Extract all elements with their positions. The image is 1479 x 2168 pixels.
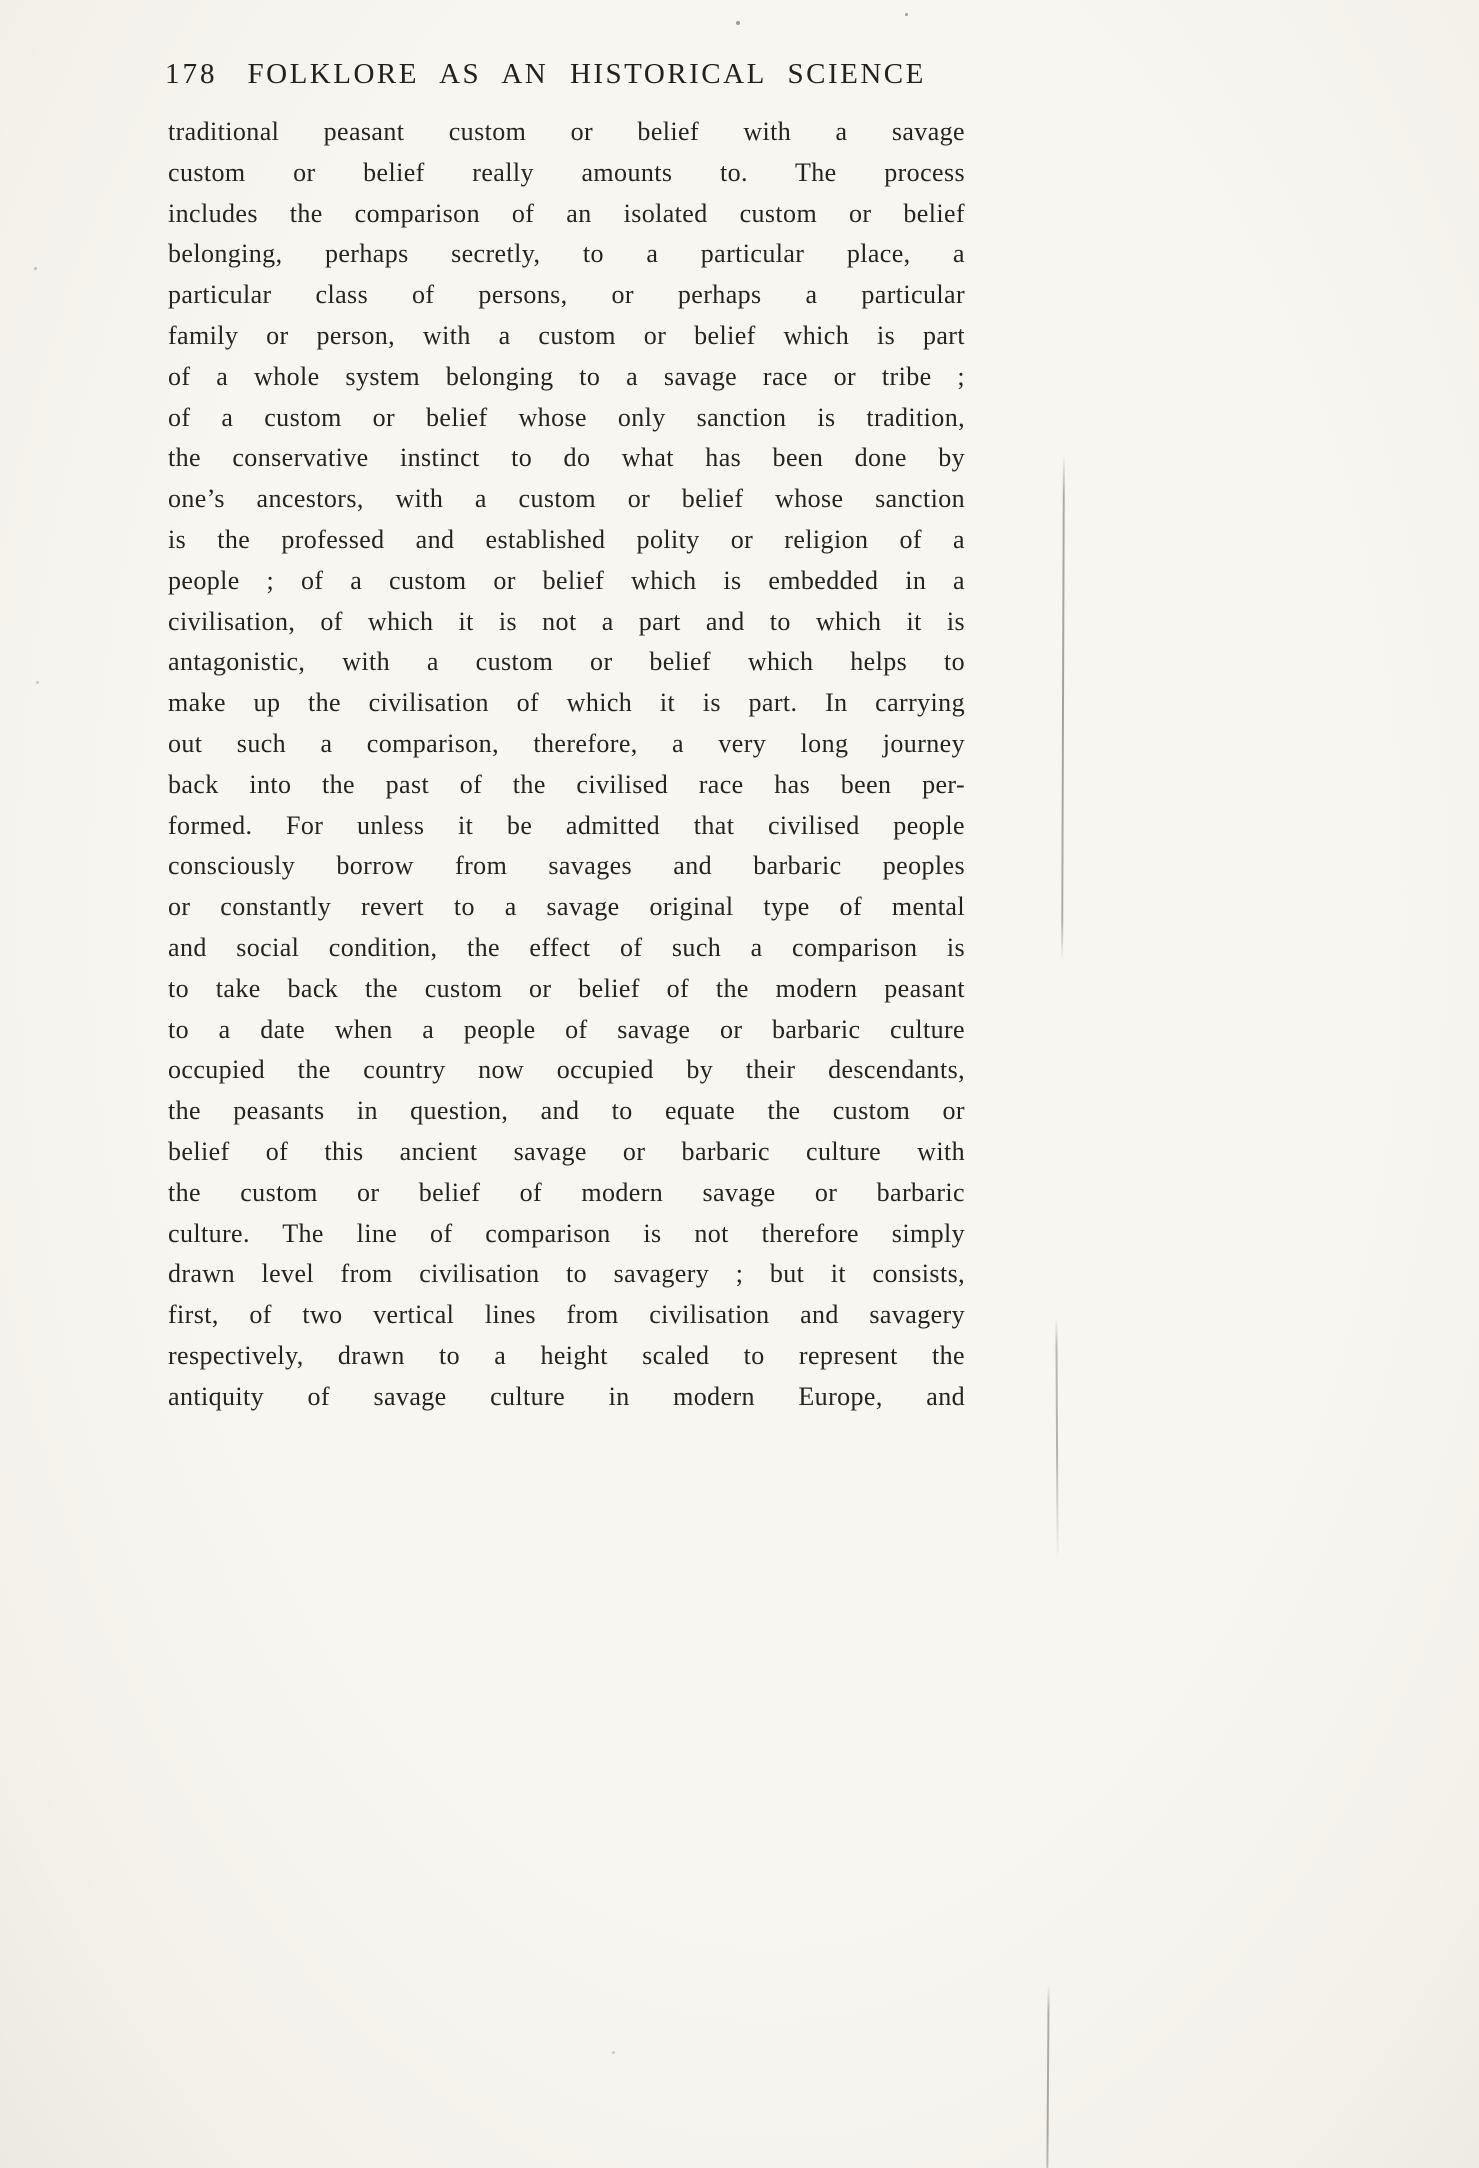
text-line: antiquity of savage culture in modern Europe, and xyxy=(168,1381,965,1411)
scan-artifact-line xyxy=(1061,455,1065,960)
text-line: occupied the country now occupied by their descendants, xyxy=(168,1055,965,1085)
text-line: civilisation, of which it is not a part and to which it is xyxy=(168,606,965,636)
text-line: people ; of a custom or belief which is embedded in a xyxy=(168,565,965,595)
text-line: antagonistic, with a custom or belief which helps to xyxy=(168,647,965,677)
text-line: formed. For unless it be admitted that civilised people xyxy=(168,810,965,840)
text-line: custom or belief really amounts to. The process xyxy=(168,157,965,187)
scan-artifact-line xyxy=(1055,1318,1058,1563)
scan-speck xyxy=(36,681,39,684)
text-line: is the professed and established polity or religion of a xyxy=(168,524,965,554)
text-line: drawn level from civilisation to savagery ; but it consists, xyxy=(168,1259,965,1289)
scan-speck xyxy=(34,267,37,270)
text-line: respectively, drawn to a height scaled to represent the xyxy=(168,1340,965,1370)
text-line: belief of this ancient savage or barbaric culture with xyxy=(168,1136,965,1166)
text-line: one’s ancestors, with a custom or belief whose sanction xyxy=(168,484,965,514)
text-line: the conservative instinct to do what has been done by xyxy=(168,443,965,473)
body-lines xyxy=(168,112,965,1418)
text-line: the custom or belief of modern savage or barbaric xyxy=(168,1177,965,1207)
text-line: belonging, perhaps secretly, to a particular place, a xyxy=(168,239,965,269)
text-line: of a custom or belief whose only sanction is tradition, xyxy=(168,402,965,432)
text-line: make up the civilisation of which it is part. In carrying xyxy=(168,688,965,718)
text-line: or constantly revert to a savage original type of mental xyxy=(168,892,965,922)
text-line: back into the past of the civilised race has been per- xyxy=(168,769,965,799)
text-line: family or person, with a custom or belief which is part xyxy=(168,320,965,350)
scan-artifact-line xyxy=(1046,1985,1049,2168)
text-line: consciously borrow from savages and barbaric peoples xyxy=(168,851,965,881)
text-line: to take back the custom or belief of the modern peasant xyxy=(168,973,965,1003)
text-line: out such a comparison, therefore, a very long journey xyxy=(168,728,965,758)
text-line: includes the comparison of an isolated custom or belief xyxy=(168,198,965,228)
page-number: 178 xyxy=(165,58,218,90)
running-head xyxy=(165,58,965,91)
scan-speck xyxy=(905,13,908,16)
text-line: culture. The line of comparison is not therefore simply xyxy=(168,1218,965,1248)
text-line: of a whole system belonging to a savage race or tribe ; xyxy=(168,361,965,391)
text-line: to a date when a people of savage or barbaric culture xyxy=(168,1014,965,1044)
text-line: particular class of persons, or perhaps a particular xyxy=(168,280,965,310)
text-line: and social condition, the effect of such a comparison is xyxy=(168,932,965,962)
text-line: first, of two vertical lines from civilisation and savagery xyxy=(168,1300,965,1330)
text-line: traditional peasant custom or belief with a savage xyxy=(168,117,965,146)
scan-speck xyxy=(612,2051,615,2054)
text-line: the peasants in question, and to equate the custom or xyxy=(168,1096,965,1126)
scan-speck xyxy=(736,21,740,25)
running-title: FOLKLORE AS AN HISTORICAL SCIENCE xyxy=(247,58,926,90)
